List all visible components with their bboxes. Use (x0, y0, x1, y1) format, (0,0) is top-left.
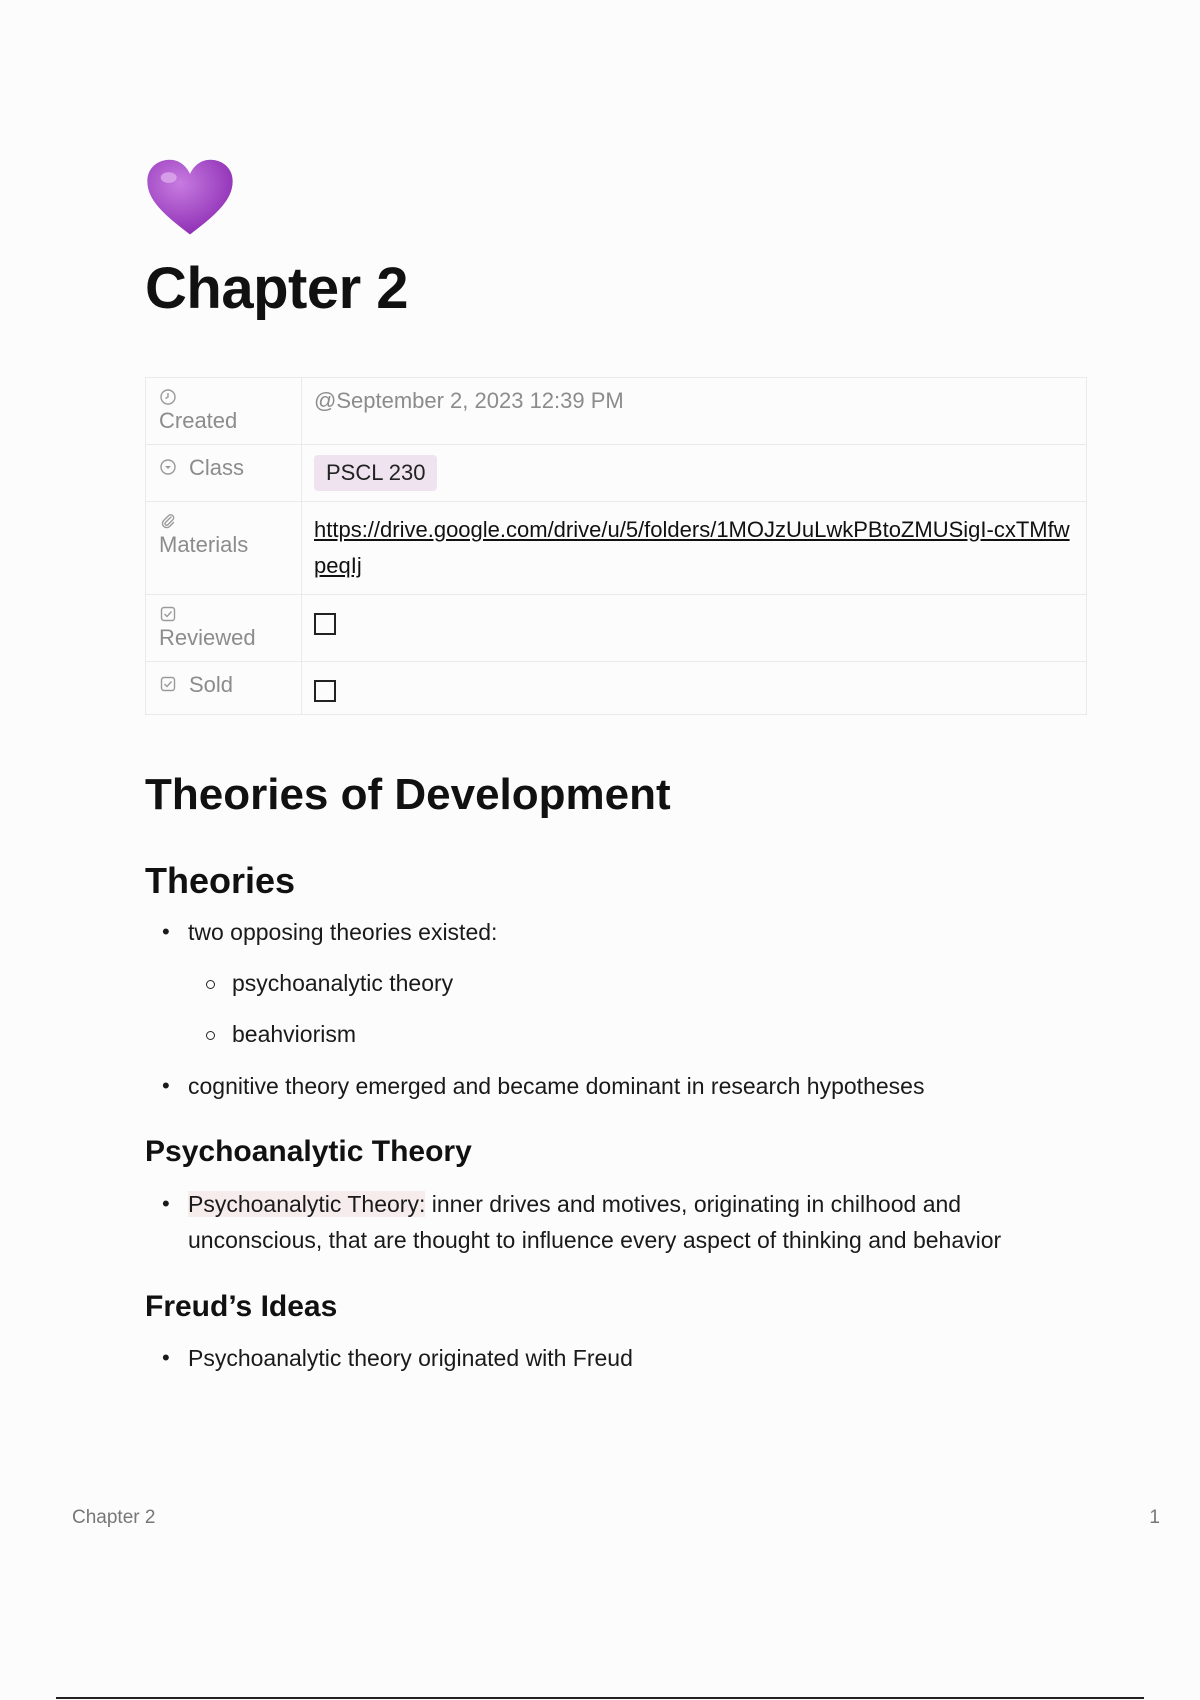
property-key-label: Reviewed (159, 625, 256, 650)
property-key-label: Created (159, 408, 238, 433)
paperclip-icon (159, 512, 177, 530)
list-item: • cognitive theory emerged and became dominant in research hypotheses (188, 1068, 1068, 1104)
bullet-dot: • (162, 1191, 170, 1216)
property-value (302, 662, 1087, 715)
list-item (162, 1186, 1068, 1258)
bullet-dot: • (162, 1345, 170, 1370)
page-title: Chapter 2 (145, 256, 409, 321)
footer-title: Chapter 2 (72, 1507, 156, 1528)
property-key-label: Sold (189, 672, 234, 697)
checkbox-icon (159, 605, 177, 623)
purple-heart-shape (145, 158, 235, 238)
property-key (146, 502, 302, 595)
bullet-circle (206, 1031, 215, 1040)
heading-theories: Theories (145, 860, 296, 901)
list-item: • Psychoanalytic theory originated with Freud (188, 1340, 1068, 1376)
property-key (146, 445, 302, 502)
list-item: • two opposing theories existed: (188, 914, 1068, 950)
footer-page-number: 1 (1149, 1507, 1160, 1528)
property-row-created (146, 378, 1087, 445)
sold-checkbox[interactable] (314, 680, 336, 702)
heading-theories-of-development: Theories of Development (145, 770, 671, 819)
materials-link[interactable]: https://drive.google.com/drive/u/5/folders/1MOJzUuLwkPBtoZMUSigI-cxTMfwpeqIj (314, 517, 1070, 578)
property-value (302, 595, 1087, 662)
property-key-label: Class (189, 455, 245, 480)
property-row-class (146, 445, 1087, 502)
select-icon (159, 458, 177, 476)
created-date: @September 2, 2023 12:39 PM (314, 388, 624, 413)
class-tag[interactable]: PSCL 230 (314, 455, 437, 491)
property-value[interactable] (302, 445, 1087, 502)
checkbox-icon (159, 675, 177, 693)
property-key (146, 378, 302, 445)
list-item: beahviorism (232, 1016, 1072, 1052)
property-row-sold (146, 662, 1087, 715)
properties-table (145, 377, 1087, 715)
definition-text: inner drives and motives, originating in chilhood and unconscious, that are thought to influence every aspect of thinking and behavior (188, 1191, 1002, 1253)
list-item: psychoanalytic theory (232, 965, 1072, 1001)
bullet-circle (206, 980, 215, 989)
bottom-divider (56, 1697, 1144, 1699)
property-row-reviewed (146, 595, 1087, 662)
property-key (146, 595, 302, 662)
property-key-label: Materials (159, 532, 249, 557)
bullet-dot: • (162, 1073, 170, 1098)
property-key (146, 662, 302, 715)
property-value (302, 502, 1087, 595)
heading-freuds-ideas: Freud’s Ideas (145, 1290, 338, 1323)
clock-icon (159, 388, 177, 406)
highlighted-term: Psychoanalytic Theory: (188, 1191, 426, 1217)
bullet-dot: • (162, 919, 170, 944)
property-value[interactable] (302, 378, 1087, 445)
reviewed-checkbox[interactable] (314, 613, 336, 635)
heading-psychoanalytic-theory: Psychoanalytic Theory (145, 1135, 472, 1168)
property-row-materials (146, 502, 1087, 595)
purple-heart-icon (145, 158, 235, 238)
